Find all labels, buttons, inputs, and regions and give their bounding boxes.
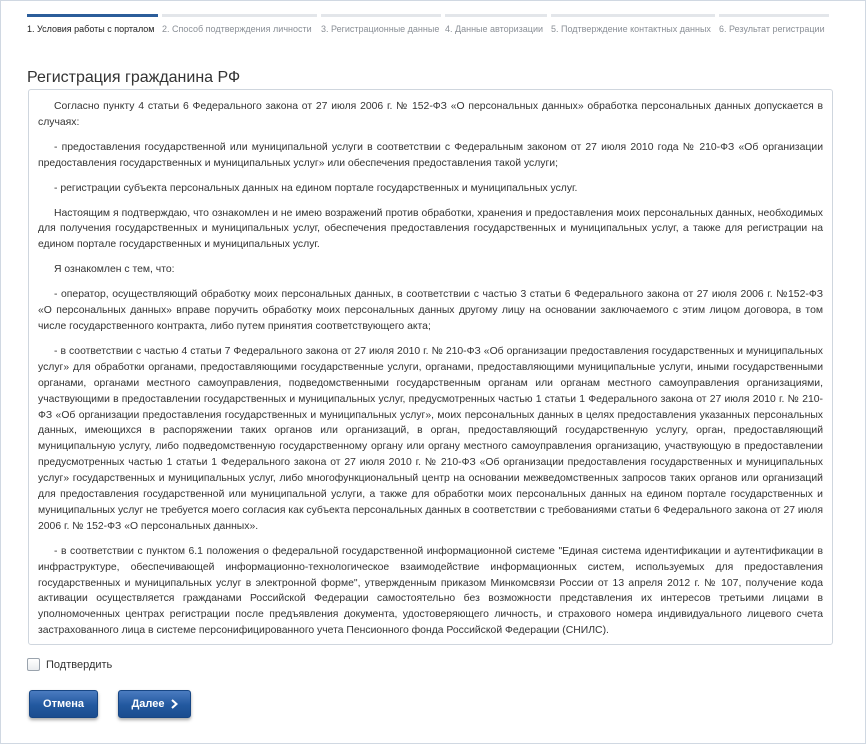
registration-steps: [27, 14, 833, 44]
step-registration-result[interactable]: 6. Результат регистрации: [719, 14, 829, 44]
agreement-paragraph: Настоящим я подтверждаю, что ознакомлен и не имею возражений против обработки, хранения и предоставления моих персональных данных, необходимых для получения государственных и муниципальных услуг, обеспечения предоставления государственных и муниципальных услуг, а также для регистрации на едином портале государственных и муниципальных услуг.: [38, 207, 823, 251]
next-button-label: Далее: [131, 698, 165, 710]
agreement-paragraph: - оператор, осуществляющий обработку моих персональных данных, в соответствии с частью 3 статьи 6 Федерального закона от 27 июля 2006 г. №152-ФЗ «О персональных данных» вправе поручить обработку моих персональных данных другому лицу на основании заключаемого с этим лицом договора, в том числе государственного контракта, либо путем принятия соответствующего акта;: [38, 289, 823, 332]
step-contact-confirmation[interactable]: 5. Подтверждение контактных данных: [551, 14, 715, 44]
step-authorization-data[interactable]: 4. Данные авторизации: [445, 14, 547, 44]
cancel-button-label: Отмена: [43, 698, 84, 710]
confirm-checkbox[interactable]: [27, 658, 40, 671]
agreement-paragraph: - регистрации субъекта персональных данных на едином портале государственных и муниципальных услуг.: [54, 182, 578, 194]
chevron-right-icon: [171, 698, 178, 711]
confirm-row[interactable]: [27, 658, 112, 671]
page-title: Регистрация гражданина РФ: [27, 68, 241, 86]
cancel-button[interactable]: [29, 690, 98, 718]
step-identity-confirmation[interactable]: 2. Способ подтверждения личности: [162, 14, 317, 44]
agreement-paragraph: - в соответствии с частью 4 статьи 7 Федерального закона от 27 июля 2010 г. № 210-ФЗ «Об организации предоставления государственных и муниципальных услуг» для обработки органами, предоставляющими государственные услуги, органами, предоставляющими муниципальные услуги, иными государственными органами, органами местного самоуправления, подведомственными государственным органам или органам местного самоуправления организациями, участвующими в предоставлении государственных и муниципальных услуг, предусмотренных частью 1 статьи 1 Федерального закона от 27 июля 2010 г. № 210-ФЗ «Об организации предоставления государственных и муниципальных услуг», моих персональных данных в целях предоставления указанных персональных данных, имеющихся в распоряжении таких органов или организаций, в орган, предоставляющий государственную услугу, орган, предоставляющий муниципальную услугу, либо подведомственную государственному органу или органу местного самоуправления организацию, участвующую в предоставлении предусмотренных частью 1 статьи 1 Федерального закона от 27 июля 2010 г. № 210-ФЗ «Об организации предоставления государственных и муниципальных услуг» государственных и муниципальных услуг, либо многофункциональный центр на основании межведомственных запросов таких органов или организаций для предоставления государственной или муниципальной услуги, а также для обработки моих персональных данных на едином портале государственных и муниципальных услуг не требуется моего согласия как субъекта персональных данных в соответствии с требованиями статьи 6 Федерального закона от 27 июля 2006 г. № 152-ФЗ «О персональных данных».: [38, 345, 823, 532]
agreement-text-box[interactable]: [28, 89, 833, 645]
step-terms[interactable]: 1. Условия работы с порталом: [27, 14, 158, 44]
agreement-paragraph: - в соответствии с пунктом 6.1 положения о федеральной государственной информационной системе "Единая система идентификации и аутентификации в инфраструктуре, обеспечивающей информационно-технологическое взаимодействие информационных систем, используемых для предоставления государственных и муниципальных услуг в электронной форме", утвержденным приказом Минкомсвязи России от 13 апреля 2012 г. № 107, получение кода активации осуществляется гражданами Российской Федерации самостоятельно без возможности представления их интересов третьими лицами в уполномоченных центрах регистрации после предъявления документа, удостоверяющего личность, и страхового номера индивидуального лицевого счета застрахованного лица в системе персонифицированного учета Пенсионного фонда Российской Федерации (СНИЛС).: [38, 545, 823, 637]
step-registration-data[interactable]: 3. Регистрационные данные: [321, 14, 441, 44]
agreement-paragraph: Я ознакомлен с тем, что:: [54, 264, 175, 276]
agreement-paragraph: - предоставления государственной или муниципальной услуги в соответствии с Федеральным законом от 27 июля 2010 года № 210-ФЗ «Об организации предоставления государственных и муниципальных услуг» или обеспечения предоставления такой услуги;: [38, 141, 823, 169]
confirm-label[interactable]: Подтвердить: [46, 658, 113, 671]
agreement-paragraph: Согласно пункту 4 статьи 6 Федерального закона от 27 июля 2006 г. № 152-ФЗ «О персональных данных» обработка персональных данных допускается в случаях:: [38, 101, 823, 128]
next-button[interactable]: [118, 690, 191, 718]
